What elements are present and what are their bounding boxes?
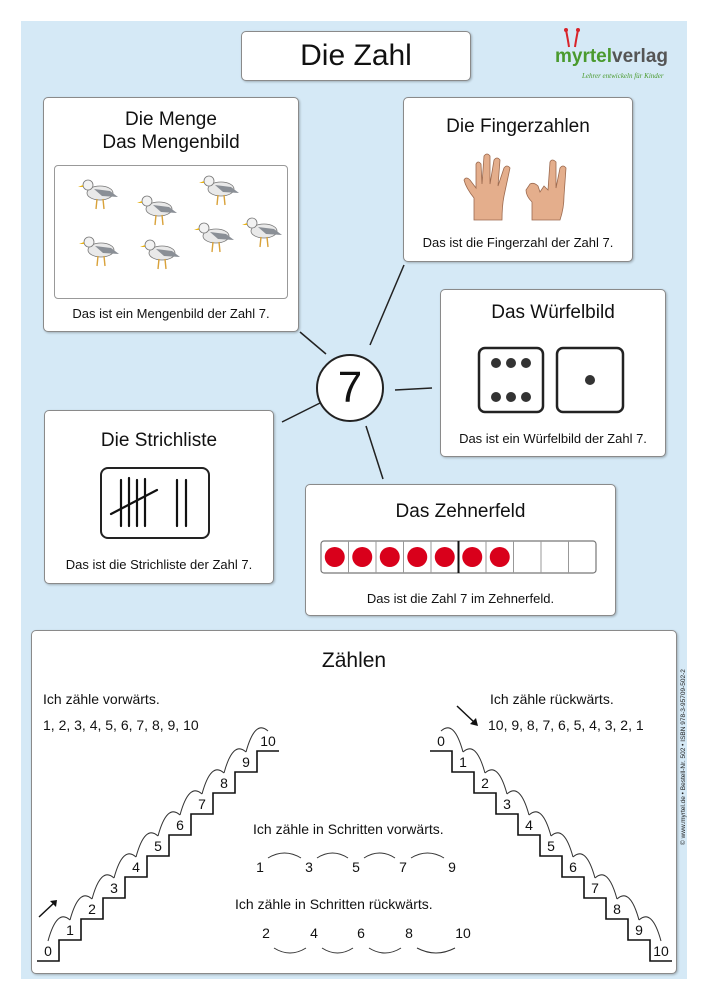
tenframe-dot [462, 547, 482, 567]
step-arc [322, 948, 353, 953]
stair-number: 4 [525, 817, 533, 833]
finger-caption: Das ist die Fingerzahl der Zahl 7. [422, 235, 614, 250]
menge-title-line1: Die Menge [125, 109, 217, 130]
stair-number: 9 [635, 922, 643, 938]
stair-number: 3 [110, 880, 118, 896]
step-number: 5 [352, 859, 360, 875]
card-wuerfel [440, 289, 666, 457]
forward-arrow [39, 902, 55, 917]
stair-number: 6 [569, 859, 577, 875]
seagull-icon [242, 218, 282, 247]
card-zehner [305, 484, 616, 616]
center-number: 7 [337, 363, 363, 412]
stair-number: 7 [198, 796, 206, 812]
tally-picture [99, 466, 211, 541]
step-arc [411, 853, 444, 858]
step-arc [364, 853, 395, 858]
seagull-icon [79, 237, 119, 266]
seagull-icon [78, 180, 118, 209]
copyright-side-text: © www.myrtel.de • Bestell-Nr. 502 • ISBN 978-3-95709-502-2 [680, 669, 687, 845]
card-finger [403, 97, 633, 262]
logo-brand-verlag: verlag [612, 46, 669, 67]
hands-picture [460, 150, 578, 226]
stair-number: 2 [88, 901, 96, 917]
card-menge [43, 97, 299, 332]
step-number: 3 [305, 859, 313, 875]
steps-backward-label: Ich zähle in Schritten rückwärts. [235, 896, 433, 912]
finger-title: Die Fingerzahlen [446, 116, 590, 137]
step-number: 7 [399, 859, 407, 875]
step-number: 10 [455, 925, 471, 941]
card-strich [44, 410, 274, 584]
tenframe-dot [380, 547, 400, 567]
seagull-icon [194, 223, 234, 252]
stair-number: 2 [481, 775, 489, 791]
stair-number: 1 [459, 754, 467, 770]
forward-label: Ich zähle vorwärts. [43, 691, 160, 707]
stair-number: 6 [176, 817, 184, 833]
wuerfel-caption: Das ist ein Würfelbild der Zahl 7. [459, 431, 647, 446]
step-number: 1 [256, 859, 264, 875]
counting-diagrams [32, 631, 676, 973]
backward-label: Ich zähle rückwärts. [490, 691, 614, 707]
stair-number: 1 [66, 922, 74, 938]
step-number: 6 [357, 925, 365, 941]
step-number: 2 [262, 925, 270, 941]
tenframe-dot [435, 547, 455, 567]
stair-number: 0 [437, 733, 445, 749]
stair-number: 4 [132, 859, 140, 875]
menge-title-line2: Das Mengenbild [102, 132, 240, 153]
tenframe-picture [319, 537, 607, 577]
stair-number: 5 [547, 838, 555, 854]
backward-sequence: 10, 9, 8, 7, 6, 5, 4, 3, 2, 1 [488, 717, 644, 733]
step-arc [317, 853, 348, 858]
stair-number: 8 [220, 775, 228, 791]
stair-number: 8 [613, 901, 621, 917]
tenframe-dot [407, 547, 427, 567]
menge-caption: Das ist ein Mengenbild der Zahl 7. [72, 306, 270, 321]
backward-arrow [457, 706, 475, 723]
seagull-icon [137, 196, 177, 225]
step-arc [274, 948, 306, 953]
tenframe-dot [490, 547, 510, 567]
step-number: 4 [310, 925, 318, 941]
stair-number: 10 [260, 733, 276, 749]
logo-tagline: Lehrer entwickeln für Kinder [582, 72, 664, 80]
die-six [479, 348, 543, 412]
seagull-icon [199, 176, 239, 205]
step-arc [268, 853, 301, 858]
zehner-title: Das Zehnerfeld [395, 501, 526, 522]
forward-sequence: 1, 2, 3, 4, 5, 6, 7, 8, 9, 10 [43, 717, 199, 733]
step-number: 8 [405, 925, 413, 941]
tenframe-dot [352, 547, 372, 567]
stair-number: 9 [242, 754, 250, 770]
stair-number: 3 [503, 796, 511, 812]
zehner-caption: Das ist die Zahl 7 im Zehnerfeld. [366, 591, 555, 606]
strich-caption: Das ist die Strichliste der Zahl 7. [65, 557, 253, 572]
step-arc [417, 948, 455, 953]
logo-brand-myrtel: myrtel [555, 46, 613, 67]
seagull-icon [140, 240, 180, 269]
zaehlen-title: Zählen [321, 649, 387, 672]
menge-picture-frame [54, 165, 288, 299]
tenframe-dot [325, 547, 345, 567]
seagulls-picture [55, 166, 287, 298]
stair-number: 0 [44, 943, 52, 959]
strich-title: Die Strichliste [100, 430, 218, 451]
stair-number: 7 [591, 880, 599, 896]
dice-picture [477, 346, 631, 416]
step-arc [369, 948, 401, 953]
stair-number: 10 [653, 943, 669, 959]
wuerfel-title: Das Würfelbild [491, 302, 615, 323]
page-title: Die Zahl [300, 39, 412, 72]
steps-forward-label: Ich zähle in Schritten vorwärts. [253, 821, 444, 837]
card-zaehlen [31, 630, 677, 974]
stair-number: 5 [154, 838, 162, 854]
step-number: 9 [448, 859, 456, 875]
